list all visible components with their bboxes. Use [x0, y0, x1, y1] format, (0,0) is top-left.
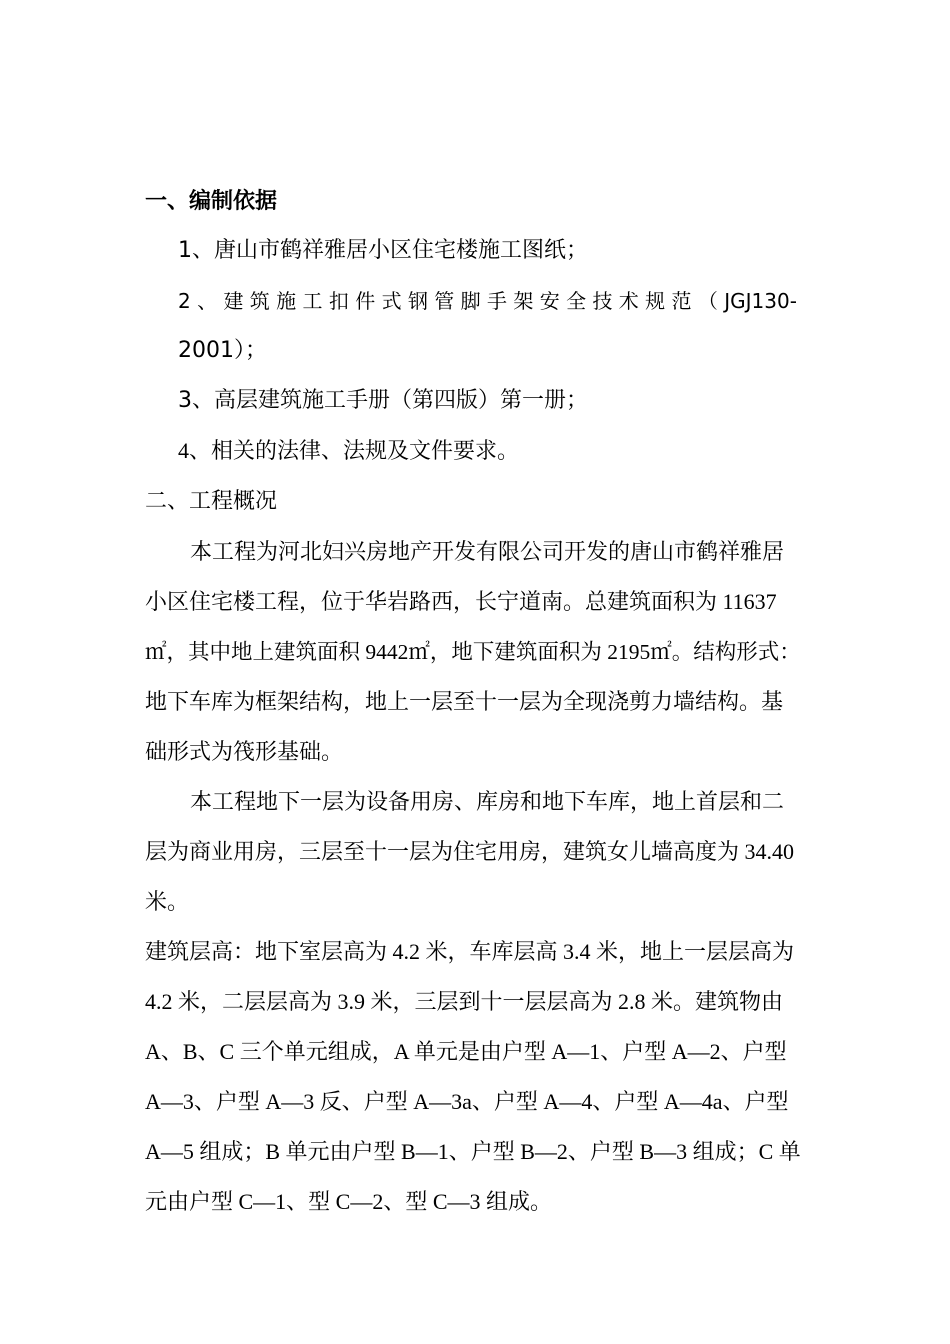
- basis-item-4: 4、相关的法律、法规及文件要求。: [178, 438, 520, 463]
- overview-p1-line-4: 地下车库为框架结构，地上一层至十一层为全现浇剪力墙结构。基: [145, 689, 784, 714]
- overview-p3-line-5: A—5 组成；B 单元由户型 B—1、户型 B—2、户型 B—3 组成；C 单: [145, 1139, 801, 1164]
- overview-p3-line-6: 元由户型 C—1、型 C—2、型 C—3 组成。: [145, 1189, 553, 1214]
- basis-item-2: 2 、 建 筑 施 工 扣 件 式 钢 管 脚 手 架 安 全 技 术 规 范 （ JGJ130-: [178, 289, 797, 313]
- overview-p2-line-3: 米。: [145, 889, 190, 914]
- basis-item-2-cont: 2001）；: [178, 338, 267, 363]
- overview-p3-line-2: 4.2 米，二层层高为 3.9 米，三层到十一层层高为 2.8 米。建筑物由: [145, 989, 784, 1014]
- basis-item-3: 3、高层建筑施工手册（第四版）第一册；: [178, 388, 588, 413]
- overview-p1-line-3: ㎡，其中地上建筑面积 9442㎡，地下建筑面积为 2195㎡。结构形式：: [145, 640, 801, 664]
- section-heading-overview: 二、工程概况: [145, 488, 278, 513]
- overview-p2-line-2: 层为商业用房，三层至十一层为住宅用房，建筑女儿墙高度为 34.40: [145, 839, 795, 864]
- overview-p2-line-1: 本工程地下一层为设备用房、库房和地下车库，地上首层和二: [190, 789, 785, 814]
- overview-p3-line-1: 建筑层高：地下室层高为 4.2 米，车库层高 3.4 米，地上一层层高为: [145, 939, 795, 964]
- overview-p1-line-5: 础形式为筏形基础。: [145, 739, 344, 764]
- basis-item-1: 1、唐山市鹤祥雅居小区住宅楼施工图纸；: [178, 238, 588, 263]
- overview-p3-line-3: A、B、C 三个单元组成，A 单元是由户型 A—1、户型 A—2、户型: [145, 1039, 787, 1064]
- overview-p1-line-2: 小区住宅楼工程，位于华岩路西，长宁道南。总建筑面积为 11637: [145, 589, 777, 614]
- overview-p1-line-1: 本工程为河北妇兴房地产开发有限公司开发的唐山市鹤祥雅居: [190, 539, 785, 564]
- overview-p3-line-4: A—3、户型 A—3 反、户型 A—3a、户型 A—4、户型 A—4a、户型: [145, 1089, 789, 1114]
- section-heading-basis: 一、编制依据: [145, 188, 278, 213]
